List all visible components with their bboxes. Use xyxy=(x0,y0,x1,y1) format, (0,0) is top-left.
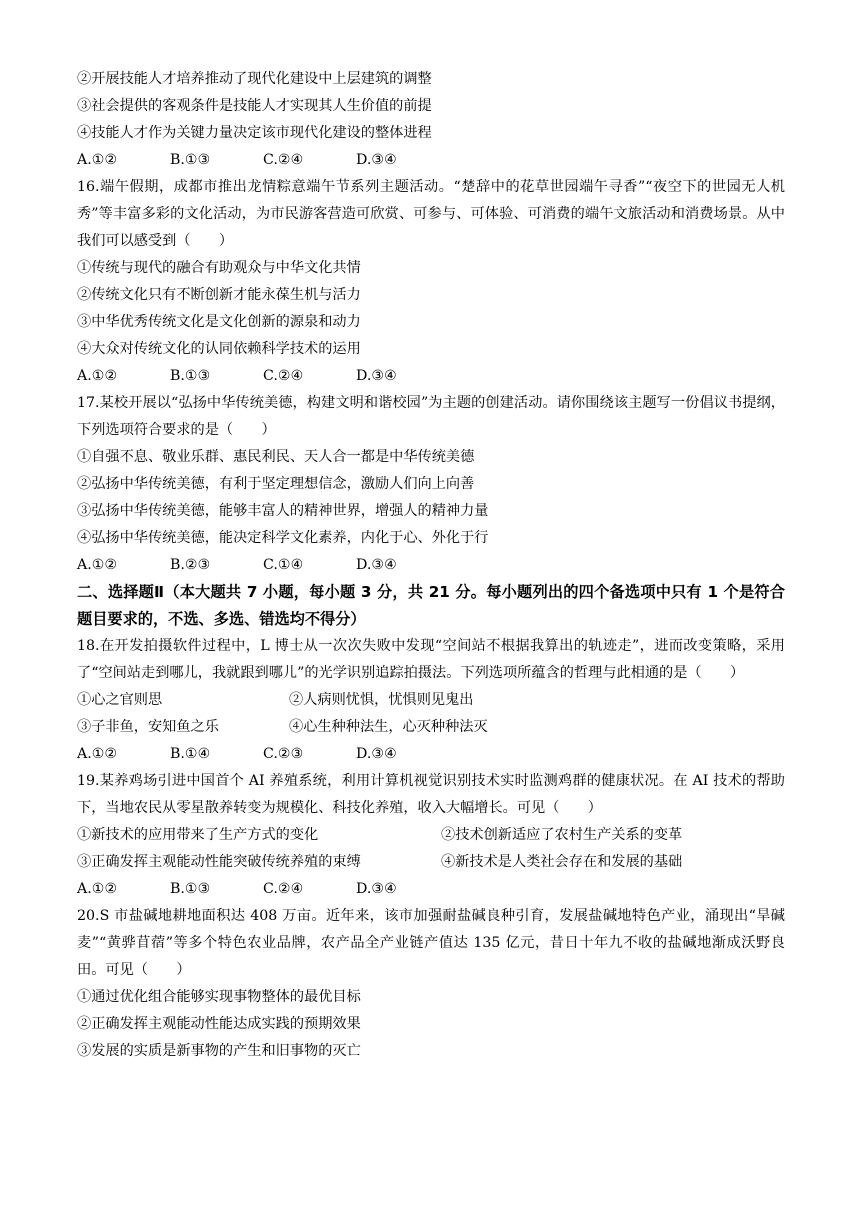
question-19 xyxy=(77,768,785,903)
answer-d: D.③④ xyxy=(356,152,397,168)
answer-b: B.①④ xyxy=(170,746,211,762)
answer-choices xyxy=(77,147,785,174)
answer-a: A.①② xyxy=(77,152,118,168)
option-row xyxy=(77,822,785,849)
answer-b: B.①③ xyxy=(170,368,211,384)
option-row xyxy=(77,849,785,876)
answer-c: C.①④ xyxy=(263,557,304,573)
option-row xyxy=(77,687,785,714)
option-2: ②正确发挥主观能动性能达成实践的预期效果 xyxy=(77,1016,361,1032)
question-18 xyxy=(77,633,785,768)
option-2: ②传统文化只有不断创新才能永葆生机与活力 xyxy=(77,287,361,303)
answer-choices xyxy=(77,876,785,903)
answer-b: B.①③ xyxy=(170,881,211,897)
option-4: ④技能人才作为关键力量决定该市现代化建设的整体进程 xyxy=(77,125,432,141)
option-4: ④弘扬中华传统美德，能决定科学文化素养，内化于心、外化于行 xyxy=(77,530,489,546)
answer-c: C.②③ xyxy=(263,746,304,762)
answer-choices xyxy=(77,552,785,579)
exam-page xyxy=(77,66,785,1065)
question-stem: 16.端午假期，成都市推出龙情粽意端午节系列主题活动。“楚辞中的花草世园端午寻香”“夜空下的世园无人机秀”等丰富多彩的文化活动，为市民游客营造可欣赏、可参与、可体验、可消费的端午文旅活动和消费场景。从中我们可以感受到（ ） xyxy=(77,179,785,249)
option-4: ④心生种种法生，心灭种种法灭 xyxy=(289,719,488,735)
answer-a: A.①② xyxy=(77,368,118,384)
question-stem: 20.S 市盐碱地耕地面积达 408 万亩。近年来，该市加强耐盐碱良种引育，发展盐碱地特色产业，涌现出“旱碱麦”“黄骅苜蓿”等多个特色农业品牌，农产品全产业链产值达 135 亿元，昔日十年九不收的盐碱地渐成沃野良田。可见（ ） xyxy=(77,908,785,978)
option-2: ②技术创新适应了农村生产关系的变革 xyxy=(441,827,683,843)
answer-b: B.①③ xyxy=(170,152,211,168)
question-20 xyxy=(77,903,785,1065)
answer-c: C.②④ xyxy=(263,881,304,897)
question-stem: 18.在开发拍摄软件过程中，L 博士从一次次失败中发现“空间站不根据我算出的轨迹走”，进而改变策略，采用了“空间站走到哪儿，我就跟到哪儿”的光学识别追踪拍摄法。下列选项所蕴含的哲理与此相通的是（ ） xyxy=(77,638,785,681)
option-4: ④大众对传统文化的认同依赖科学技术的运用 xyxy=(77,341,361,357)
question-15-tail xyxy=(77,66,785,174)
answer-d: D.③④ xyxy=(356,557,397,573)
answer-d: D.③④ xyxy=(356,368,397,384)
option-3: ③子非鱼，安知鱼之乐 xyxy=(77,719,219,735)
question-stem: 19.某养鸡场引进中国首个 AI 养殖系统，利用计算机视觉识别技术实时监测鸡群的健康状况。在 AI 技术的帮助下，当地农民从零星散养转变为规模化、科技化养殖，收入大幅增长。可见（ ） xyxy=(77,773,785,816)
answer-a: A.①② xyxy=(77,746,118,762)
option-1: ①自强不息、敬业乐群、惠民利民、天人合一都是中华传统美德 xyxy=(77,449,475,465)
question-17 xyxy=(77,390,785,579)
answer-d: D.③④ xyxy=(356,881,397,897)
option-3: ③社会提供的客观条件是技能人才实现其人生价值的前提 xyxy=(77,98,432,114)
option-4: ④新技术是人类社会存在和发展的基础 xyxy=(441,854,683,870)
answer-c: C.②④ xyxy=(263,152,304,168)
option-1: ①传统与现代的融合有助观众与中华文化共情 xyxy=(77,260,361,276)
option-2: ②弘扬中华传统美德，有利于坚定理想信念，激励人们向上向善 xyxy=(77,476,475,492)
option-2: ②人病则忧惧，忧惧则见鬼出 xyxy=(289,692,474,708)
answer-d: D.③④ xyxy=(356,746,397,762)
answer-b: B.②③ xyxy=(170,557,211,573)
option-3: ③弘扬中华传统美德，能够丰富人的精神世界，增强人的精神力量 xyxy=(77,503,489,519)
section-heading: 二、选择题Ⅱ（本大题共 7 小题，每小题 3 分，共 21 分。每小题列出的四个备选项中只有 1 个是符合题目要求的，不选、多选、错选均不得分） xyxy=(77,583,785,628)
option-row xyxy=(77,714,785,741)
option-1: ①通过优化组合能够实现事物整体的最优目标 xyxy=(77,989,361,1005)
option-1: ①心之官则思 xyxy=(77,692,163,708)
question-16 xyxy=(77,174,785,390)
option-3: ③发展的实质是新事物的产生和旧事物的灭亡 xyxy=(77,1043,361,1059)
answer-choices xyxy=(77,741,785,768)
option-2: ②开展技能人才培养推动了现代化建设中上层建筑的调整 xyxy=(77,71,432,87)
answer-c: C.②④ xyxy=(263,368,304,384)
option-3: ③中华优秀传统文化是文化创新的源泉和动力 xyxy=(77,314,361,330)
answer-a: A.①② xyxy=(77,881,118,897)
option-3: ③正确发挥主观能动性能突破传统养殖的束缚 xyxy=(77,854,361,870)
answer-a: A.①② xyxy=(77,557,118,573)
answer-choices xyxy=(77,363,785,390)
question-stem: 17.某校开展以“弘扬中华传统美德，构建文明和谐校园”为主题的创建活动。请你围绕该主题写一份倡议书提纲，下列选项符合要求的是（ ） xyxy=(77,395,785,438)
option-1: ①新技术的应用带来了生产方式的变化 xyxy=(77,827,319,843)
